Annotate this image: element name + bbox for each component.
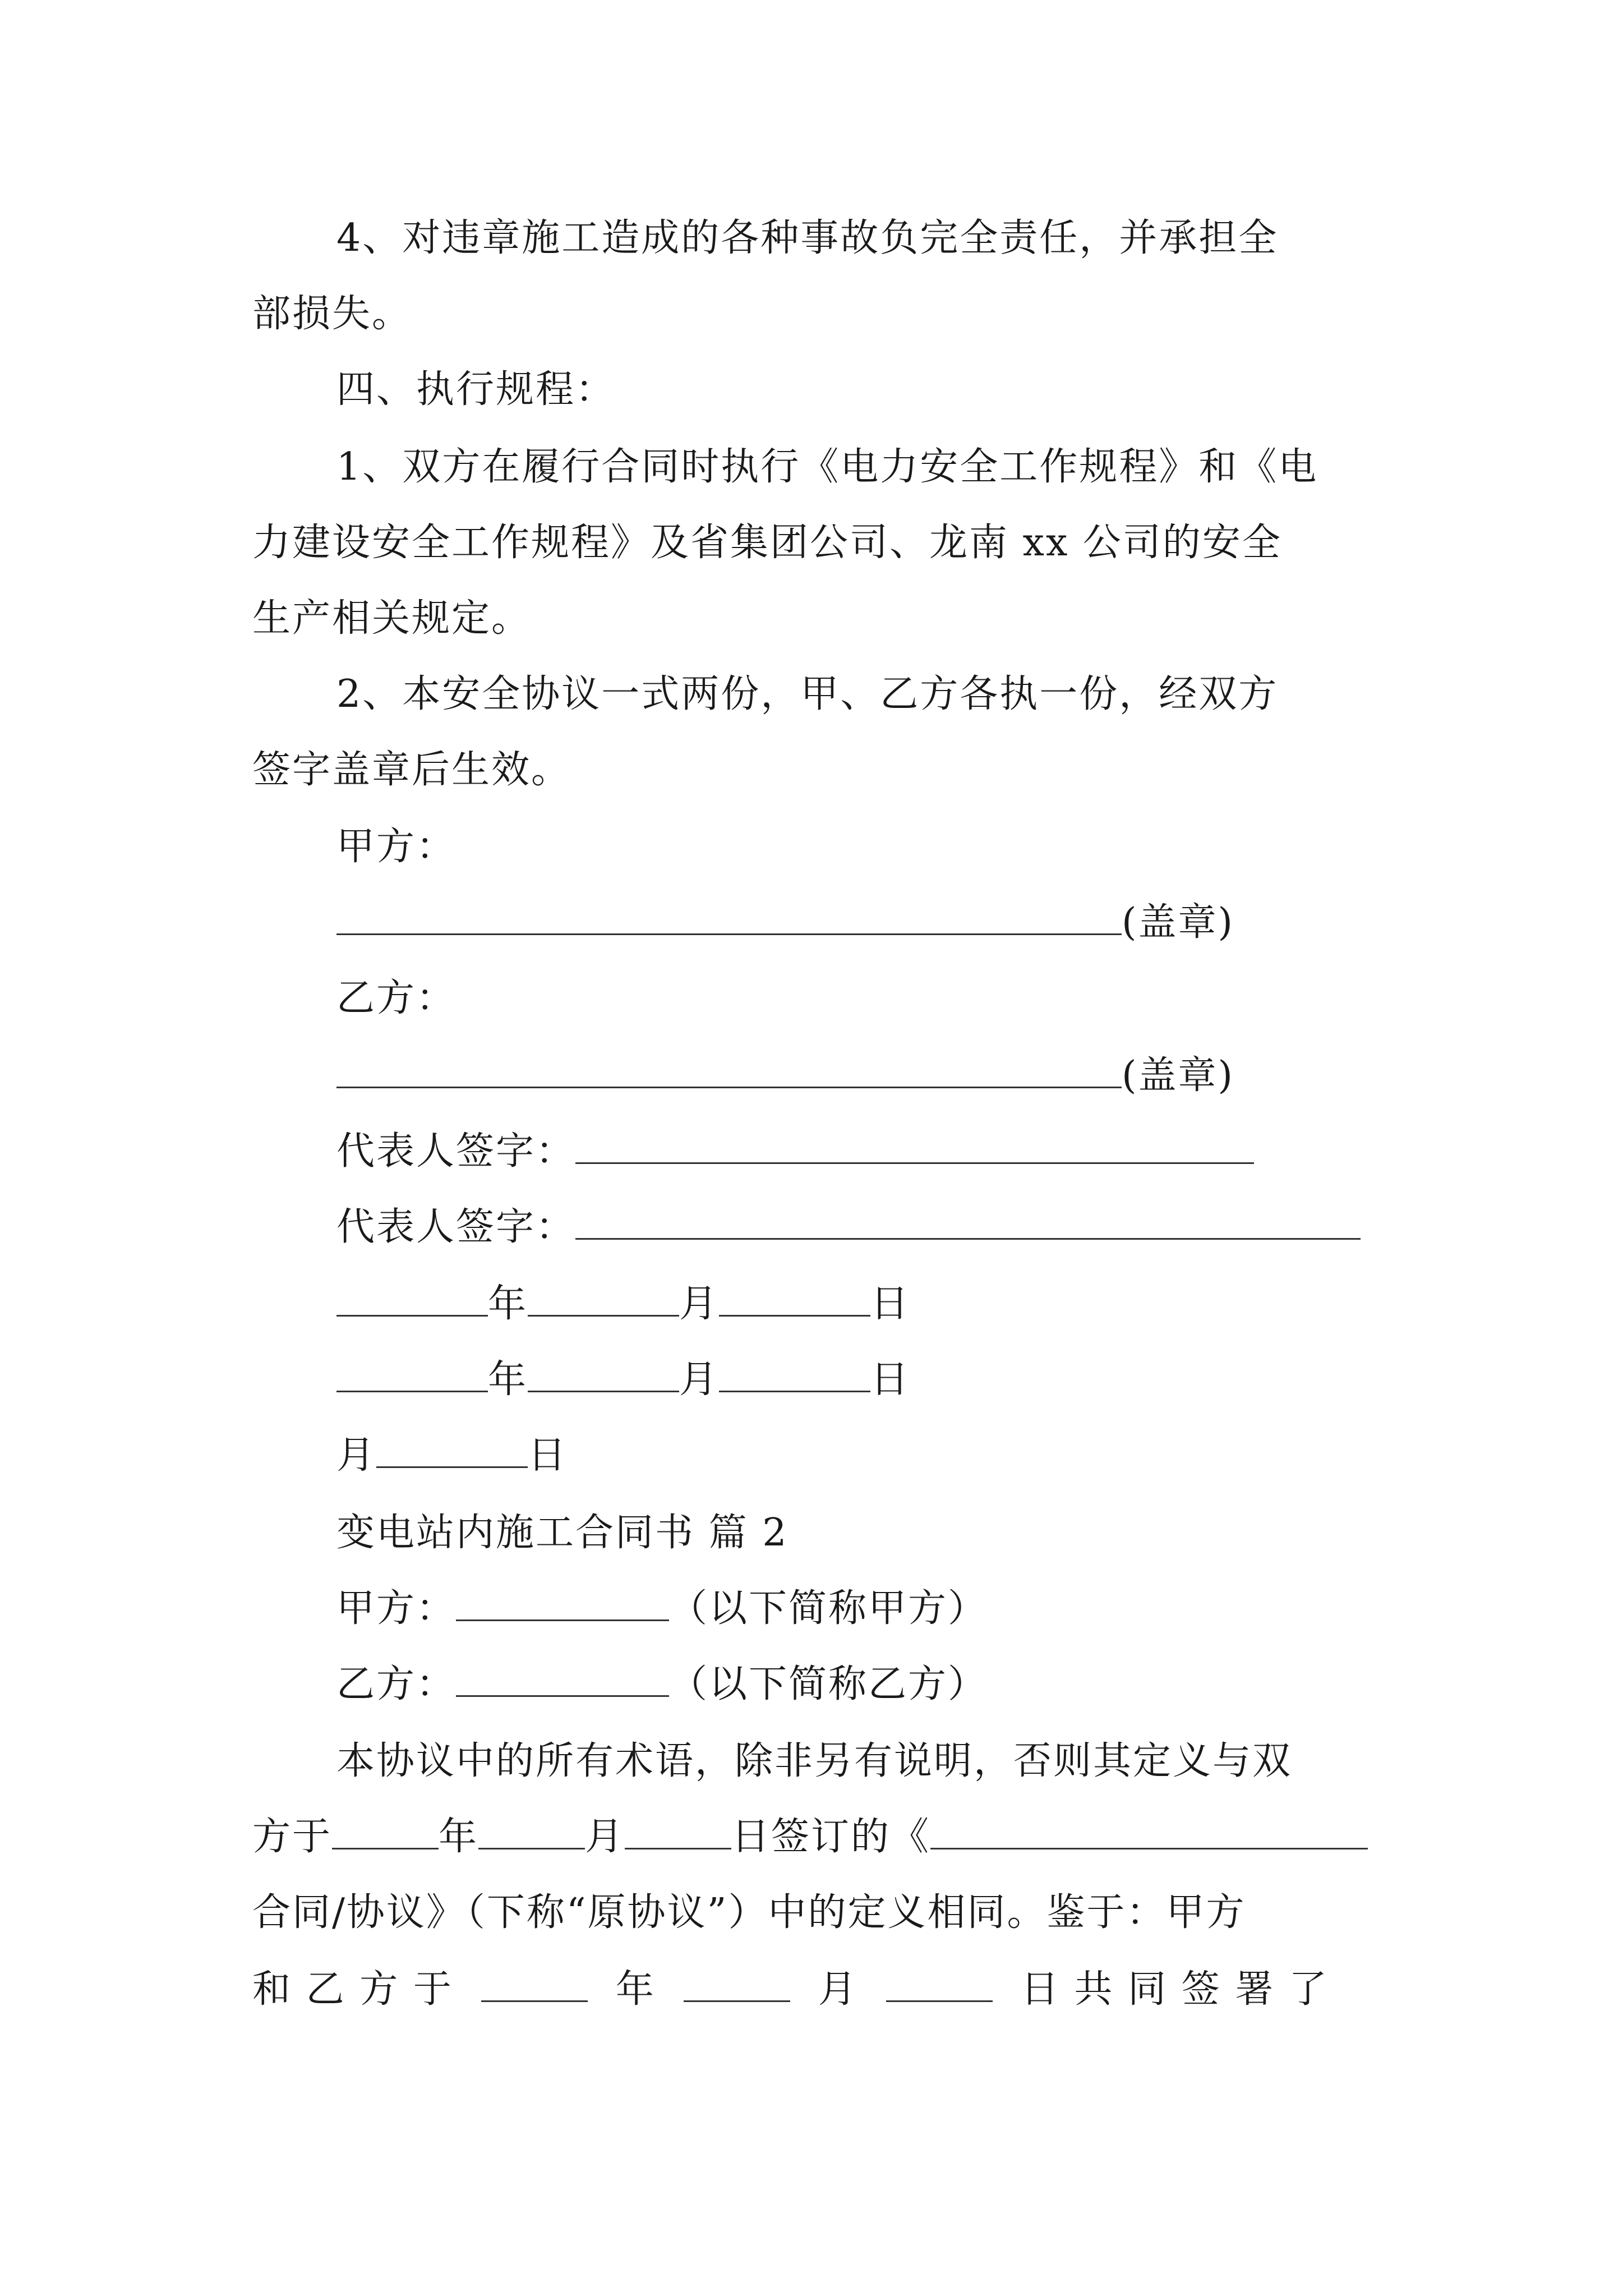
article2-title: 变电站内施工合同书 篇 2	[336, 1511, 789, 1555]
para1-line4-suffix: 日 共 同 签 署 了	[1020, 1967, 1329, 2012]
month-label: 月	[336, 1433, 377, 1478]
date-row-1	[336, 1282, 910, 1327]
day-label: 日	[870, 1282, 911, 1326]
day-label: 日	[870, 1358, 911, 1402]
rep-sign-blank-1	[575, 1130, 1254, 1164]
section4-item2-line1: 2、本安全协议一式两份，甲、乙方各执一份，经双方	[336, 672, 1279, 716]
month-blank	[478, 1815, 585, 1849]
date-row-3	[336, 1433, 568, 1478]
date-row-2	[336, 1358, 910, 1402]
para1-line4-prefix: 和 乙 方 于	[252, 1967, 453, 2012]
section4-item1-line3: 生产相关规定。	[252, 596, 532, 641]
article2-para1-line1: 本协议中的所有术语，除非另有说明，否则其定义与双	[336, 1739, 1293, 1783]
para1-line2-prefix: 方于	[252, 1815, 333, 1859]
day-blank	[376, 1434, 528, 1468]
article2-party-a-label: 甲方：	[336, 1586, 457, 1631]
para1-line2-signed: 日签订的《	[731, 1815, 931, 1859]
month-label: 月	[818, 1967, 858, 2012]
article2-party-a-blank	[456, 1587, 669, 1621]
year-blank	[336, 1358, 488, 1392]
year-blank	[481, 1968, 588, 2002]
party-b-sign-blank	[336, 1054, 1122, 1088]
year-label: 年	[488, 1282, 528, 1326]
party-b-seal-row	[336, 1053, 1234, 1098]
month-blank	[684, 1968, 790, 2002]
party-b-label: 乙方：	[336, 976, 457, 1020]
article2-para1-line4	[252, 1967, 1329, 2012]
month-blank	[528, 1282, 679, 1317]
rep-sign-label-2: 代表人签字：	[336, 1205, 576, 1249]
article2-party-a-suffix: （以下简称甲方）	[669, 1586, 988, 1631]
article2-para1-line3: 合同/协议》（下称“原协议”）中的定义相同。鉴于：甲方	[252, 1890, 1246, 1935]
day-blank	[719, 1282, 870, 1317]
year-label: 年	[488, 1358, 528, 1402]
article2-party-b-blank	[456, 1663, 669, 1697]
day-blank	[719, 1358, 870, 1392]
item4-line1: 4、对违章施工造成的各种事故负完全责任，并承担全	[336, 216, 1279, 260]
party-a-seal: (盖章)	[1122, 900, 1235, 945]
article2-para1-line2	[252, 1815, 1368, 1860]
year-blank	[332, 1815, 439, 1849]
party-b-seal: (盖章)	[1122, 1053, 1235, 1098]
year-blank	[336, 1282, 488, 1317]
article2-party-b-label: 乙方：	[336, 1662, 457, 1706]
year-label: 年	[615, 1967, 656, 2012]
rep-sign-row-1	[336, 1129, 1254, 1174]
item4-line2: 部损失。	[252, 292, 412, 336]
article2-party-a-row	[336, 1586, 988, 1631]
article2-party-b-suffix: （以下简称乙方）	[669, 1662, 988, 1706]
month-blank	[528, 1358, 679, 1392]
party-a-sign-blank	[336, 901, 1122, 935]
article2-party-b-row	[336, 1662, 988, 1707]
contract-name-blank	[930, 1815, 1368, 1849]
section4-heading: 四、执行规程：	[336, 367, 616, 412]
party-a-label: 甲方：	[336, 825, 457, 869]
year-label: 年	[439, 1815, 479, 1859]
rep-sign-blank-2	[575, 1205, 1361, 1240]
day-blank	[886, 1968, 993, 2002]
month-label: 月	[679, 1358, 720, 1402]
section4-item2-line2: 签字盖章后生效。	[252, 748, 571, 792]
day-label: 日	[528, 1433, 568, 1478]
day-blank	[625, 1815, 731, 1849]
section4-item1-line2: 力建设安全工作规程》及省集团公司、龙南 xx 公司的安全	[252, 521, 1282, 565]
party-a-seal-row	[336, 900, 1234, 945]
month-label: 月	[679, 1282, 720, 1326]
section4-item1-line1: 1、双方在履行合同时执行《电力安全工作规程》和《电	[336, 445, 1318, 489]
rep-sign-label-1: 代表人签字：	[336, 1129, 576, 1174]
rep-sign-row-2	[336, 1205, 1361, 1250]
month-label: 月	[585, 1815, 625, 1859]
